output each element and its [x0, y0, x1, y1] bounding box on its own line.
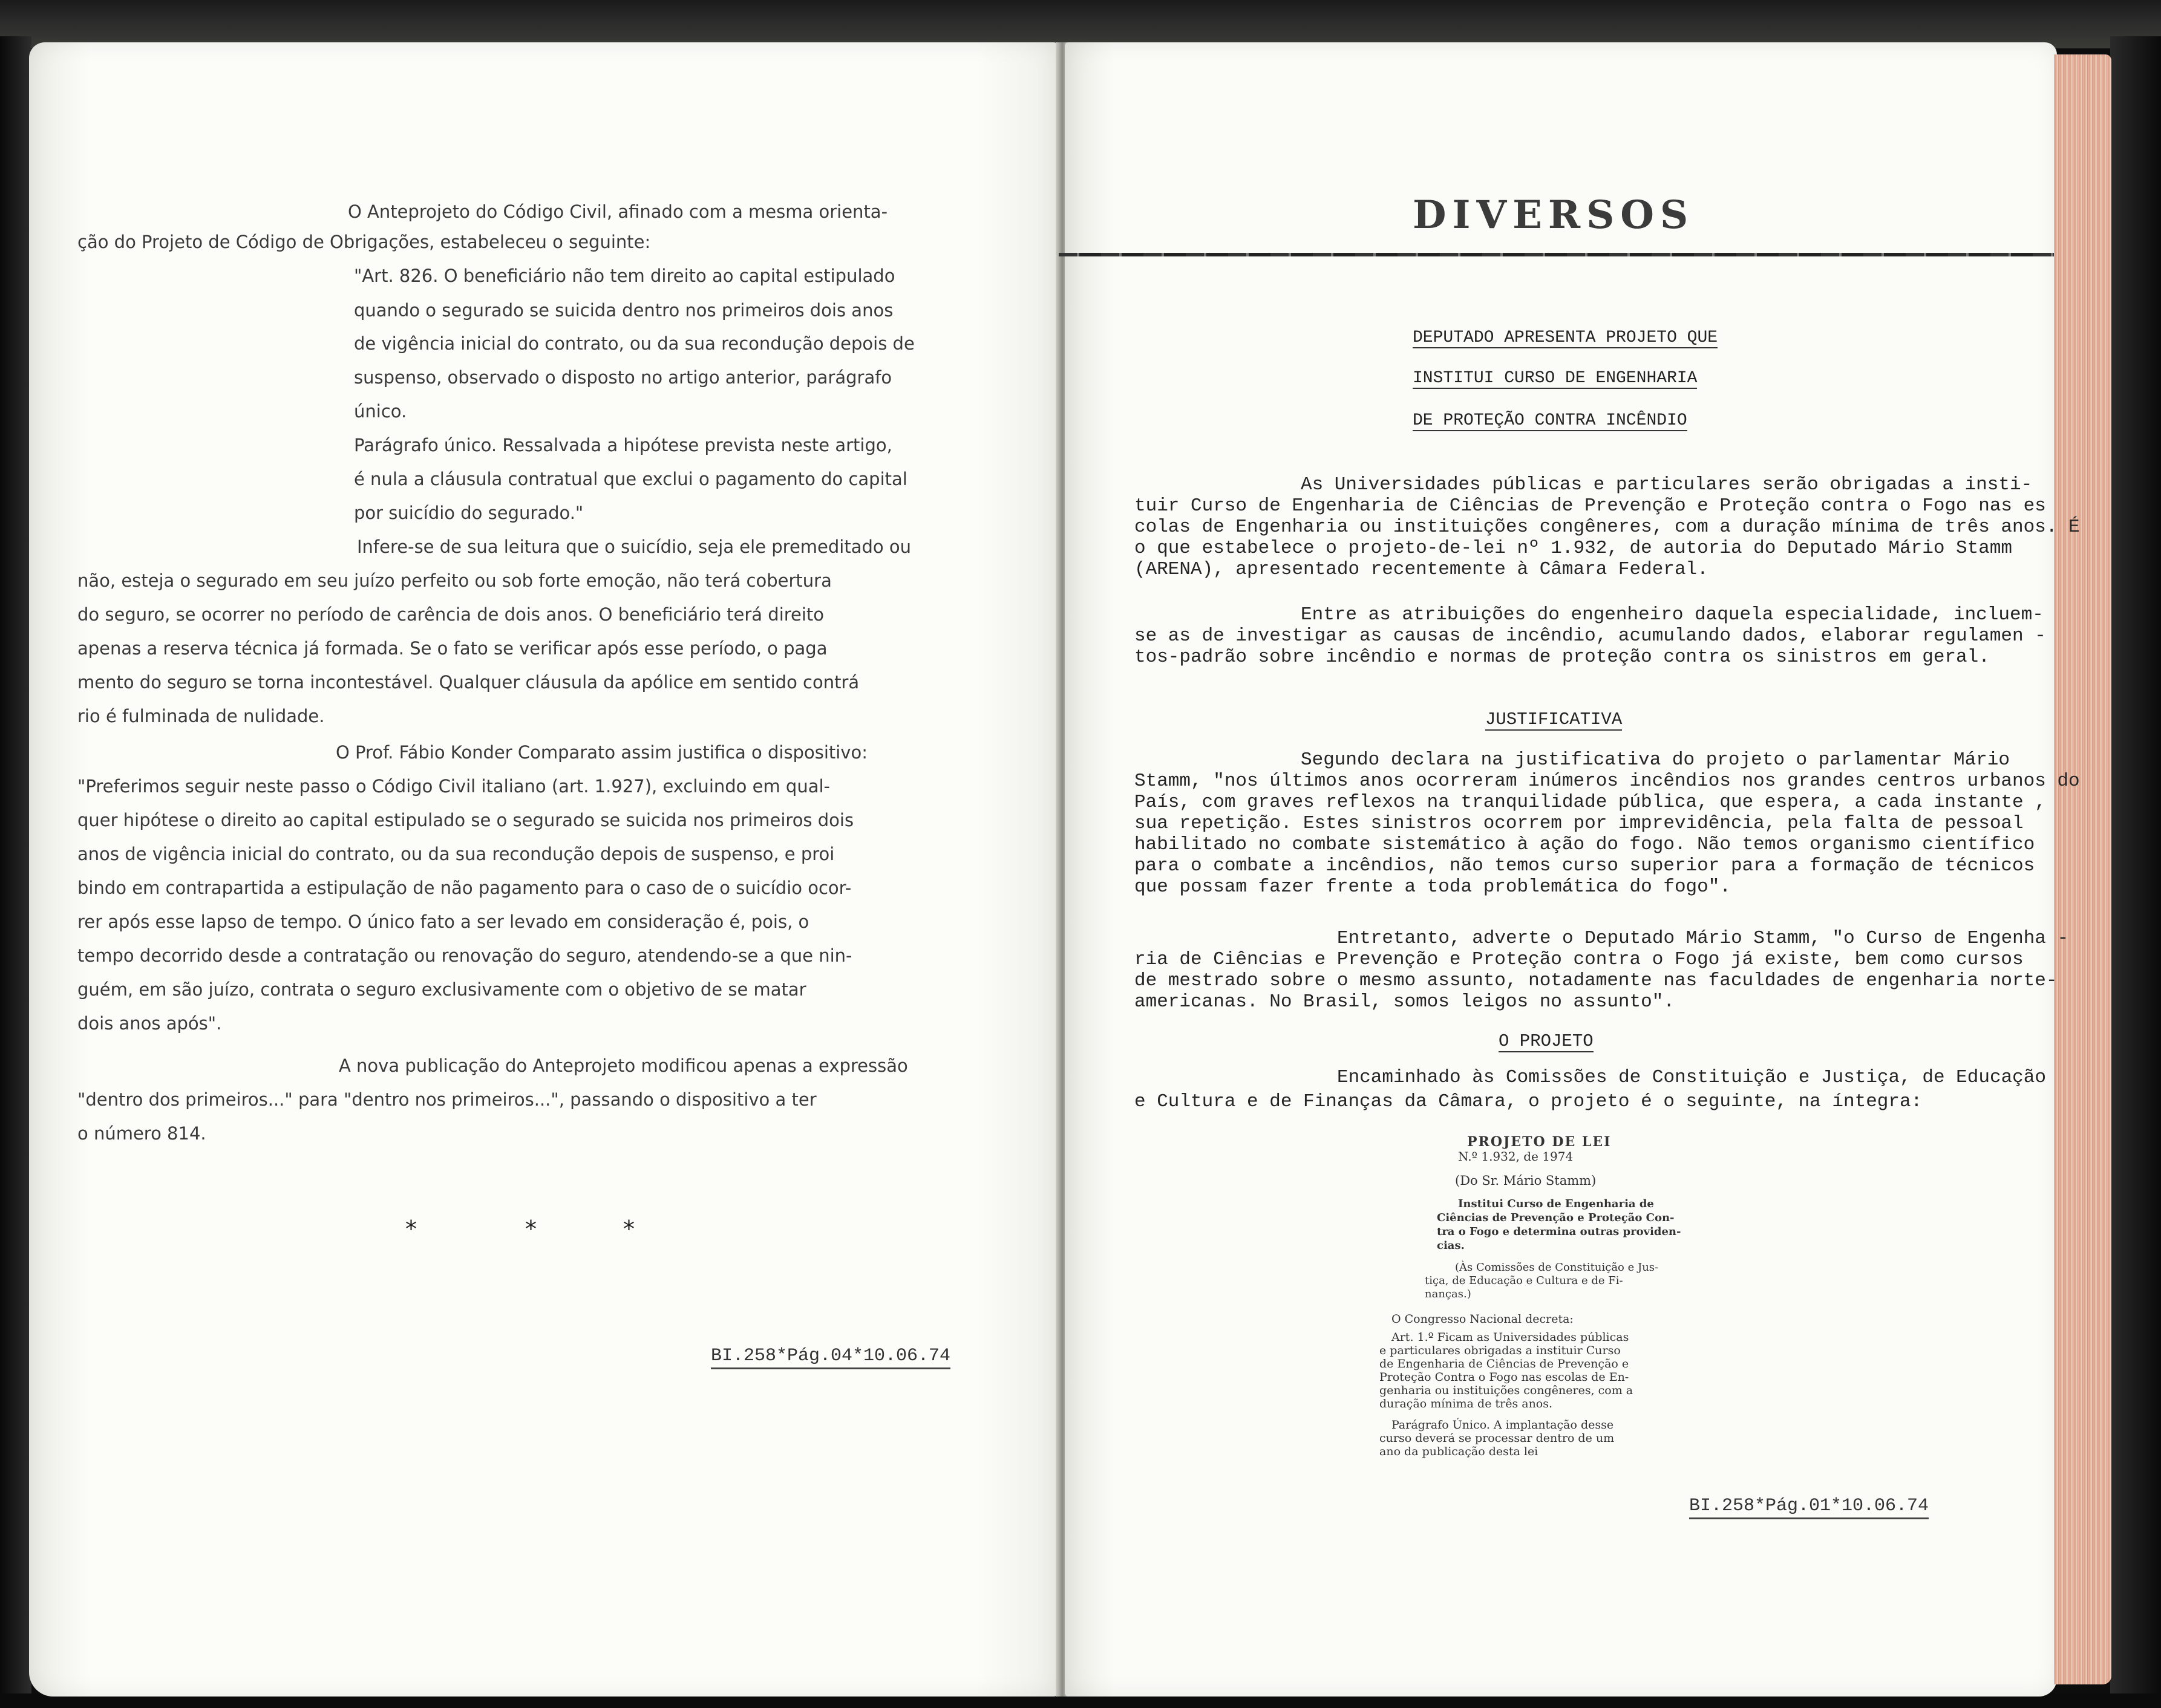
text-line: bindo em contrapartida a estipulação de não pagamento para o caso de o suicídio ocor- — [77, 878, 852, 898]
headline-line: DEPUTADO APRESENTA PROJETO QUE — [1413, 328, 1718, 347]
text-line: tuir Curso de Engenharia de Ciências de Prevenção e Proteção contra o Fogo nas es — [1134, 495, 2046, 517]
separator-star: * — [525, 1216, 537, 1242]
text-line: País, com graves reflexos na tranquilidade pública, que espera, a cada instante , — [1134, 792, 2046, 813]
text-line: ção do Projeto de Código de Obrigações, estabeleceu o seguinte: — [77, 232, 651, 252]
title-rule — [1059, 253, 2054, 256]
section-heading-projeto: O PROJETO — [1499, 1031, 1594, 1051]
text-line: "Art. 826. O beneficiário não tem direito ao capital estipulado — [354, 266, 895, 286]
bill-article: e particulares obrigadas a instituir Curso — [1379, 1344, 1621, 1357]
text-line: mento do seguro se torna incontestável. Qualquer cláusula da apólice em sentido contrá — [77, 672, 860, 693]
page-edges — [2054, 54, 2111, 1684]
text-line: Stamm, "nos últimos anos ocorreram inúmeros incêndios nos grandes centros urbanos do — [1134, 771, 2080, 792]
text-line: o número 814. — [77, 1123, 206, 1144]
text-line: ria de Ciências e Prevenção e Proteção contra o Fogo já existe, bem como cursos — [1134, 949, 2024, 970]
section-title: DIVERSOS — [1413, 192, 1695, 238]
text-line: quer hipótese o direito ao capital estipulado se o segurado se suicida nos primeiros dois — [77, 810, 854, 830]
bill-ementa: Ciências de Prevenção e Proteção Con- — [1437, 1211, 1675, 1224]
text-line: colas de Engenharia ou instituições congêneres, com a duração mínima de três anos. É — [1134, 517, 2080, 538]
text-line: dois anos após". — [77, 1013, 222, 1034]
text-line: O Anteprojeto do Código Civil, afinado com a mesma orienta- — [348, 201, 888, 222]
text-line: quando o segurado se suicida dentro nos primeiros dois anos — [354, 300, 894, 321]
text-line: suspenso, observado o disposto no artigo anterior, parágrafo — [354, 367, 892, 388]
separator-star: * — [623, 1216, 635, 1242]
text-line: de mestrado sobre o mesmo assunto, notadamente nas faculdades de engenharia norte- — [1134, 970, 2058, 991]
binder-left-edge — [0, 36, 31, 1708]
bill-paragraph: ano da publicação desta lei — [1379, 1445, 1538, 1458]
text-line: de vigência inicial do contrato, ou da sua recondução depois de — [354, 333, 915, 354]
text-line: que possam fazer frente a toda problemática do fogo". — [1134, 876, 1731, 898]
text-line: americanas. No Brasil, somos leigos no assunto". — [1134, 991, 1675, 1012]
bill-ementa: Institui Curso de Engenharia de — [1458, 1198, 1654, 1210]
bill-ementa: tra o Fogo e determina outras providen- — [1437, 1225, 1681, 1238]
headline-line: DE PROTEÇÃO CONTRA INCÊNDIO — [1413, 411, 1687, 430]
text-line: único. — [354, 401, 407, 422]
text-line: se as de investigar as causas de incêndio, acumulando dados, elaborar regulamen - — [1134, 625, 2046, 647]
binder-top-edge — [0, 0, 2161, 48]
text-line: para o combate a incêndios, não temos curso superior para a formação de técnicos — [1134, 855, 2035, 876]
text-line: Infere-se de sua leitura que o suicídio, seja ele premeditado ou — [357, 536, 911, 557]
text-line: do seguro, se ocorrer no período de carência de dois anos. O beneficiário terá direito — [77, 604, 825, 625]
text-line: rio é fulminada de nulidade. — [77, 706, 325, 726]
bill-article: Art. 1.º Ficam as Universidades públicas — [1391, 1331, 1629, 1344]
separator-star: * — [405, 1216, 417, 1242]
text-line: Segundo declara na justificativa do projeto o parlamentar Mário — [1301, 749, 2010, 771]
binder-right-edge — [2110, 36, 2161, 1708]
bill-commissions: nanças.) — [1425, 1288, 1471, 1300]
text-line: sua repetição. Estes sinistros ocorrem por imprevidência, pela falta de pessoal — [1134, 813, 2024, 834]
left-page-footer: BI.258*Pág.04*10.06.74 — [711, 1346, 950, 1369]
text-line: Entre as atribuições do engenheiro daquela especialidade, incluem- — [1301, 604, 2044, 625]
text-line: Parágrafo único. Ressalvada a hipótese prevista neste artigo, — [354, 435, 892, 455]
text-line: anos de vigência inicial do contrato, ou da sua recondução depois de suspenso, e proi — [77, 844, 835, 864]
bill-paragraph: Parágrafo Único. A implantação desse — [1391, 1418, 1614, 1432]
text-line: Encaminhado às Comissões de Constituição e Justiça, de Educação — [1337, 1067, 2046, 1088]
text-line: o que estabelece o projeto-de-lei nº 1.932, de autoria do Deputado Mário Stamm — [1134, 538, 2013, 559]
bill-article: genharia ou instituições congêneres, com a — [1379, 1384, 1633, 1397]
bill-article: Proteção Contra o Fogo nas escolas de En- — [1379, 1371, 1629, 1384]
bill-commissions: (Às Comissões de Constituição e Jus- — [1455, 1261, 1659, 1274]
text-line: apenas a reserva técnica já formada. Se o fato se verificar após esse período, o paga — [77, 638, 828, 659]
text-line: rer após esse lapso de tempo. O único fato a ser levado em consideração é, pois, o — [77, 911, 809, 932]
bill-article: duração mínima de três anos. — [1379, 1397, 1553, 1410]
bill-heading: PROJETO DE LEI — [1467, 1134, 1612, 1150]
text-line: "dentro dos primeiros..." para "dentro nos primeiros...", passando o dispositivo a ter — [77, 1089, 817, 1110]
section-heading-justificativa: JUSTIFICATIVA — [1485, 709, 1623, 729]
text-line: (ARENA), apresentado recentemente à Câmara Federal. — [1134, 559, 1708, 580]
bill-decree: O Congresso Nacional decreta: — [1391, 1312, 1574, 1326]
text-line: Entretanto, adverte o Deputado Mário Stamm, "o Curso de Engenha - — [1337, 928, 2069, 949]
text-line: tempo decorrido desde a contratação ou renovação do seguro, atendendo-se a que nin- — [77, 945, 852, 966]
text-line: e Cultura e de Finanças da Câmara, o projeto é o seguinte, na íntegra: — [1134, 1091, 1923, 1112]
text-line: por suicídio do segurado." — [354, 503, 584, 523]
headline-line: INSTITUI CURSO DE ENGENHARIA — [1413, 369, 1698, 388]
bill-article: de Engenharia de Ciências de Prevenção e — [1379, 1357, 1629, 1371]
text-line: é nula a cláusula contratual que exclui o pagamento do capital — [354, 469, 907, 489]
text-line: As Universidades públicas e particulares serão obrigadas a insti- — [1301, 474, 2033, 495]
bill-number: N.º 1.932, de 1974 — [1458, 1149, 1574, 1164]
text-line: A nova publicação do Anteprojeto modificou apenas a expressão — [339, 1055, 908, 1076]
text-line: "Preferimos seguir neste passo o Código Civil italiano (art. 1.927), excluindo em qual- — [77, 776, 831, 797]
text-line: tos-padrão sobre incêndio e normas de proteção contra os sinistros em geral. — [1134, 647, 1990, 668]
text-line: guém, em são juízo, contrata o seguro exclusivamente com o objetivo de se matar — [77, 979, 806, 1000]
text-line: habilitado no combate sistemático à ação do fogo. Não temos organismo científico — [1134, 834, 2035, 855]
bill-author: (Do Sr. Mário Stamm) — [1455, 1173, 1597, 1188]
right-page-footer: BI.258*Pág.01*10.06.74 — [1689, 1496, 1929, 1519]
bill-paragraph: curso deverá se processar dentro de um — [1379, 1432, 1615, 1445]
text-line: O Prof. Fábio Konder Comparato assim justifica o dispositivo: — [336, 742, 868, 763]
text-line: não, esteja o segurado em seu juízo perfeito ou sob forte emoção, não terá cobertura — [77, 570, 832, 591]
bill-ementa: cias. — [1437, 1239, 1465, 1252]
bill-commissions: tiça, de Educação e Cultura e de Fi- — [1425, 1274, 1623, 1287]
